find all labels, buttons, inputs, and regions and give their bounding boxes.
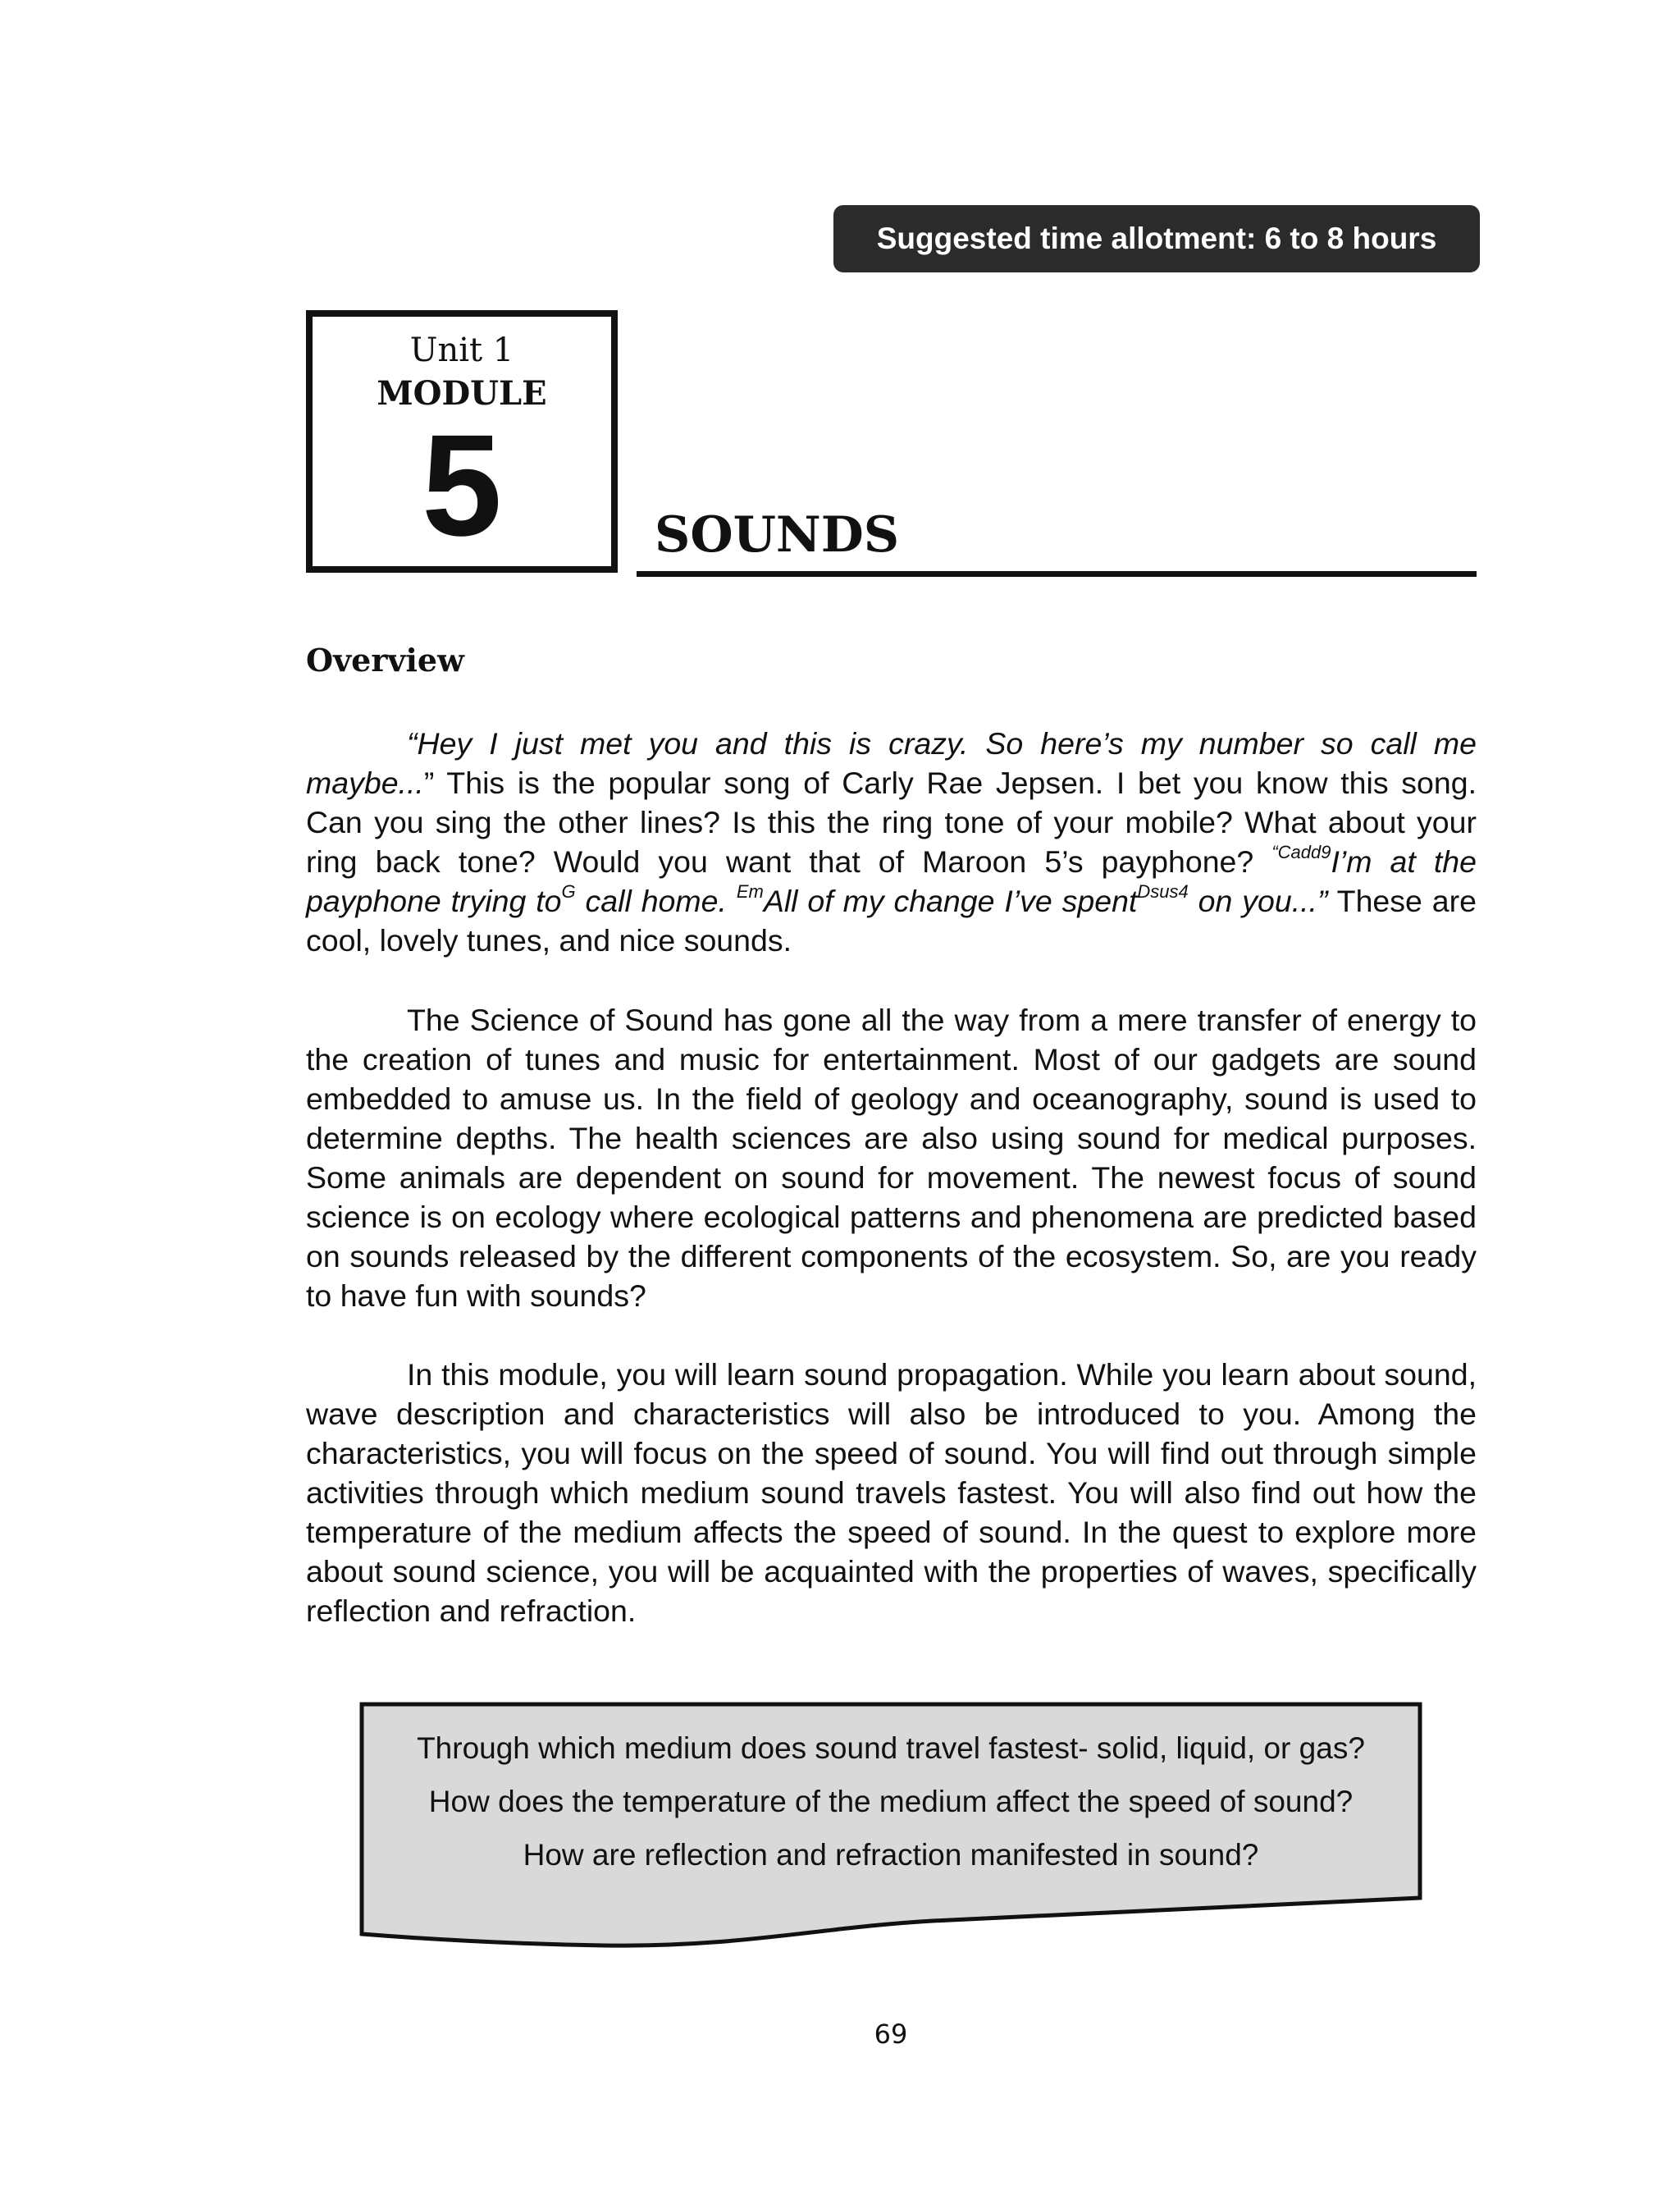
guide-question: How does the temperature of the medium affect the speed of sound?	[428, 1785, 1354, 1818]
chord-label: G	[561, 880, 576, 902]
lyric-line: All of my change I’ve spent	[763, 884, 1138, 918]
open-quote: “	[1271, 841, 1278, 862]
title-underline	[637, 571, 1477, 577]
module-label: MODULE	[377, 374, 547, 413]
chord-label: Em	[736, 880, 764, 902]
unit-label: Unit 1	[409, 331, 514, 369]
overview-paragraph-2: The Science of Sound has gone all the way from a mere transfer of energy to the creation of tunes and music for entertainment. Most of our gadgets are sound embedded to amuse us. In the field of geology and oceanography, sound is used to determine depths. The health sciences are also using sound for medical purposes. Some animals are dependent on sound for movement. The newest focus of sound science is on ecology where ecological patterns and phenomena are predicted based on sounds released by the different components of the ecosystem. So, are you ready to have fun with sounds?	[306, 1003, 1477, 1313]
guide-questions-box	[358, 1701, 1423, 1955]
lyric-line: call home.	[575, 884, 737, 918]
overview-heading: Overview	[306, 642, 464, 679]
chapter-title: SOUNDS	[655, 506, 900, 564]
chord-label: Cadd9	[1277, 841, 1331, 862]
paragraph-text: These are cool, lovely tunes, and nice sounds.	[306, 884, 1477, 958]
lyric-line: I’m at the payphone trying to	[306, 844, 1477, 918]
overview-paragraph-3: In this module, you will learn sound propagation. While you learn about sound, wave description and characteristics will also be introduced to you. Among the characteristics, you will focus on the speed of sound. You will find out through simple activities through which medium sound travels fastest. You will also find out how the temperature of the medium affects the speed of sound. In the quest to explore more about sound science, you will be acquainted with the properties of waves, specifically reflection and refraction.	[306, 1357, 1477, 1628]
lyric-line: on you...”	[1188, 884, 1328, 918]
song-quote-1: “Hey I just met you and this is crazy. So here’s my number so call me maybe...	[306, 726, 1477, 800]
time-allotment-badge: Suggested time allotment: 6 to 8 hours	[833, 205, 1480, 272]
module-box	[306, 310, 618, 573]
module-number: 5	[422, 405, 502, 566]
paragraph-text: ” This is the popular song of Carly Rae Jepsen. I bet you know this song. Can you sing the other lines? Is this the ring tone of your mobile? What about your ring back tone? Would you want that of Maroon 5’s payphone?	[306, 766, 1477, 879]
guide-question: How are reflection and refraction manifested in sound?	[523, 1838, 1259, 1872]
page-number: 69	[874, 2019, 908, 2050]
guide-question: Through which medium does sound travel fastest- solid, liquid, or gas?	[417, 1731, 1365, 1765]
chord-label: Dsus4	[1137, 880, 1189, 902]
overview-paragraph-1	[306, 724, 1477, 960]
